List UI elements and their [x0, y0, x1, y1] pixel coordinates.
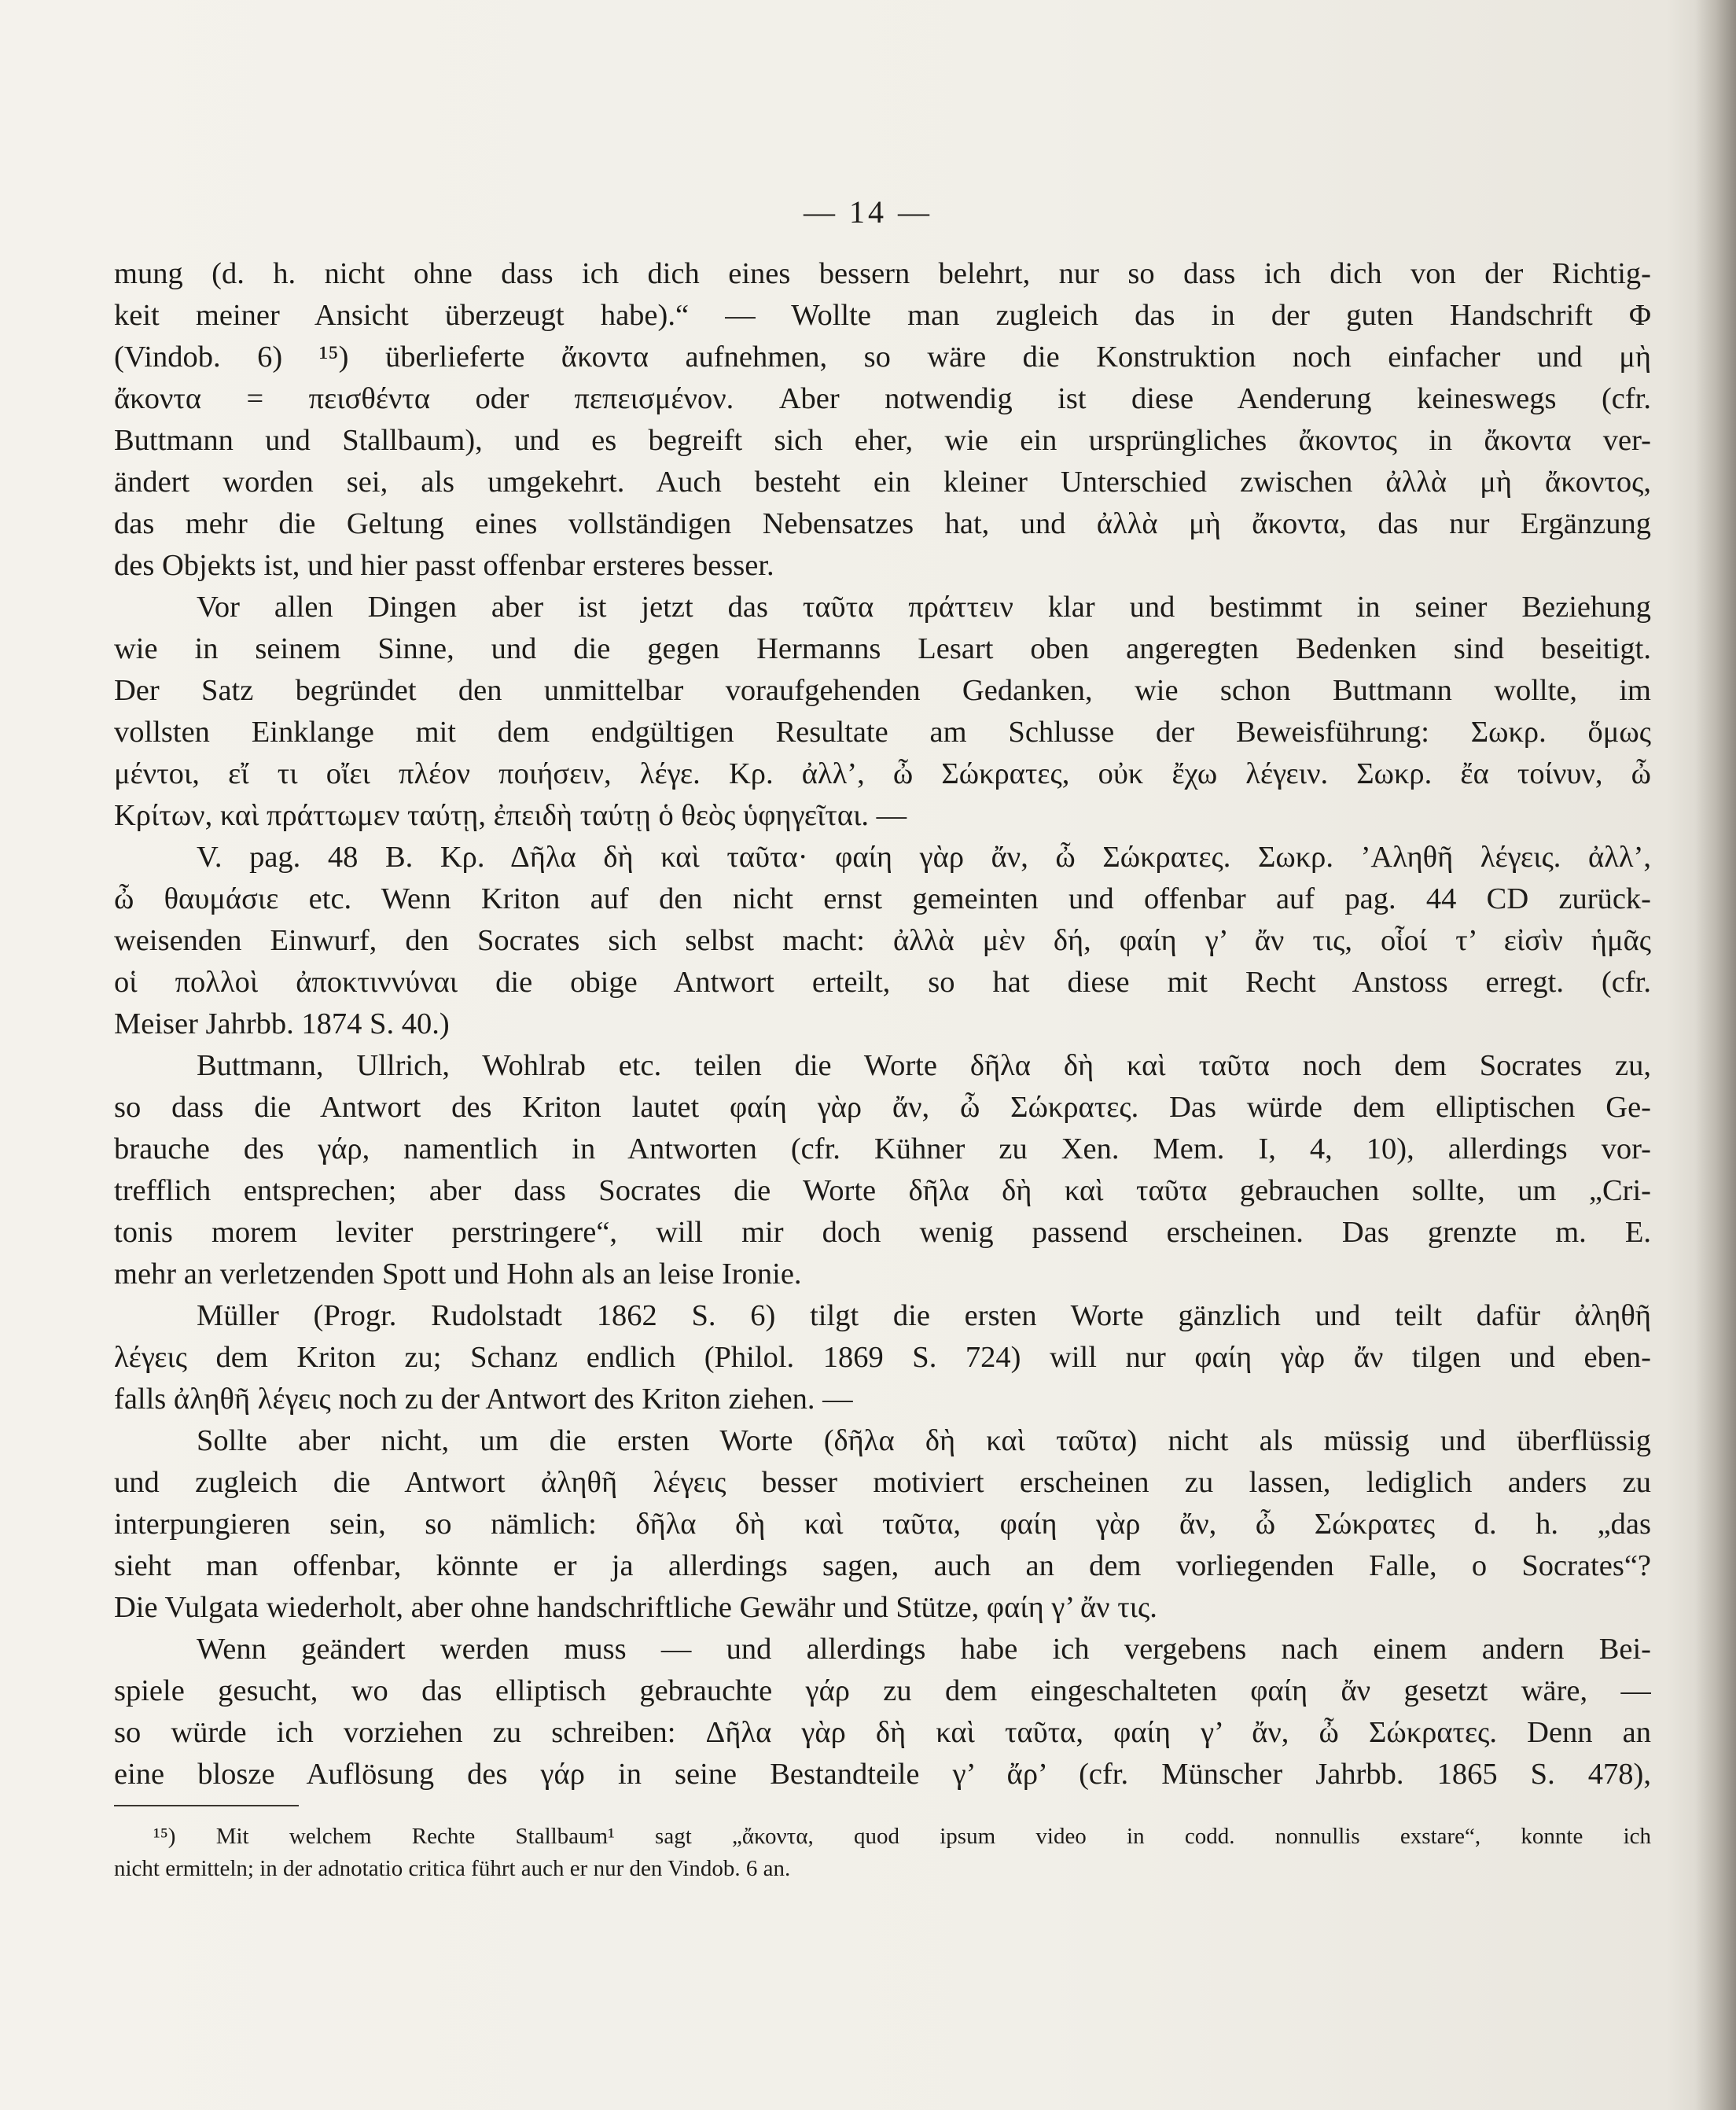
text-line: vollsten Einklange mit dem endgültigen Resultate am Schlusse der Beweisführung: Σωκρ. ὅμως	[114, 716, 1651, 749]
text-line: tonis morem leviter perstringere“, will mir doch wenig passend erscheinen. Das grenzte m. E.	[114, 1216, 1651, 1249]
text-line: Κρίτων, καὶ πράττωμεν ταύτῃ, ἐπειδὴ ταύτῃ ὁ θεὸς ὑφηγεῖται. —	[114, 799, 907, 832]
text-line: Buttmann, Ullrich, Wohlrab etc. teilen die Worte δῆλα δὴ καὶ ταῦτα noch dem Socrates zu,	[197, 1049, 1651, 1082]
text-line: V. pag. 48 B. Κρ. Δῆλα δὴ καὶ ταῦτα· φαίη γὰρ ἄν, ὦ Σώκρατες. Σωκρ. ’Αληθῆ λέγεις. ἀλλ’,	[197, 841, 1651, 874]
text-line: falls ἀληθῆ λέγεις noch zu der Antwort des Kriton ziehen. —	[114, 1383, 853, 1416]
text-line: ändert worden sei, als umgekehrt. Auch besteht ein kleiner Unterschied zwischen ἀλλὰ μὴ ἄκοντος,	[114, 466, 1651, 499]
text-line: ἄκοντα = πεισθέντα oder πεπεισμένον. Aber notwendig ist diese Aenderung keineswegs (cfr.	[114, 382, 1651, 415]
text-line: οἱ πολλοὶ ἀποκτιννύναι die obige Antwort erteilt, so hat diese mit Recht Anstoss erregt. (cfr.	[114, 966, 1651, 999]
text-line: Die Vulgata wiederholt, aber ohne handschriftliche Gewähr und Stütze, φαίη γ’ ἄν τις.	[114, 1591, 1157, 1624]
text-line: das mehr die Geltung eines vollständigen Nebensatzes hat, und ἀλλὰ μὴ ἄκοντα, das nur Ergänzung	[114, 507, 1651, 540]
text-line: und zugleich die Antwort ἀληθῆ λέγεις besser motiviert erscheinen zu lassen, lediglich anders zu	[114, 1466, 1651, 1499]
text-line: mehr an verletzenden Spott und Hohn als an leise Ironie.	[114, 1258, 802, 1291]
text-line: Buttmann und Stallbaum), und es begreift sich eher, wie ein ursprüngliches ἄκοντος in ἄκοντα ver-	[114, 424, 1651, 457]
text-line: λέγεις dem Kriton zu; Schanz endlich (Philol. 1869 S. 724) will nur φαίη γὰρ ἄν tilgen und eben-	[114, 1341, 1651, 1374]
text-line: Meiser Jahrbb. 1874 S. 40.)	[114, 1007, 450, 1040]
text-line: Der Satz begründet den unmittelbar voraufgehenden Gedanken, wie schon Buttmann wollte, im	[114, 674, 1651, 707]
text-line: des Objekts ist, und hier passt offenbar ersteres besser.	[114, 549, 774, 582]
page-number: — 14 —	[804, 194, 932, 230]
footnote-line: nicht ermitteln; in der adnotatio critica führt auch er nur den Vindob. 6 an.	[114, 1856, 791, 1881]
text-line: trefflich entsprechen; aber dass Socrates die Worte δῆλα δὴ καὶ ταῦτα gebrauchen sollte, um „Cri-	[114, 1174, 1651, 1207]
footnote-rule	[114, 1805, 299, 1806]
text-line: mung (d. h. nicht ohne dass ich dich eines bessern belehrt, nur so dass ich dich von der Richtig-	[114, 257, 1651, 290]
text-line: sieht man offenbar, könnte er ja allerdings sagen, auch an dem vorliegenden Falle, o Socrates“?	[114, 1549, 1651, 1582]
text-line: so dass die Antwort des Kriton lautet φαίη γὰρ ἄν, ὦ Σώκρατες. Das würde dem elliptischen Ge-	[114, 1091, 1651, 1124]
footnote-line: ¹⁵) Mit welchem Rechte Stallbaum¹ sagt „ἄκοντα, quod ipsum video in codd. nonnullis exstare“, konnte ich	[153, 1824, 1651, 1849]
text-line: Vor allen Dingen aber ist jetzt das ταῦτα πράττειν klar und bestimmt in seiner Beziehung	[197, 591, 1651, 624]
text-line: Wenn geändert werden muss — und allerdings habe ich vergebens nach einem andern Bei-	[197, 1633, 1651, 1666]
text-line: keit meiner Ansicht überzeugt habe).“ — Wollte man zugleich das in der guten Handschrift Φ	[114, 299, 1651, 332]
text-line: so würde ich vorziehen zu schreiben: Δῆλα γὰρ δὴ καὶ ταῦτα, φαίη γ’ ἄν, ὦ Σώκρατες. Denn an	[114, 1716, 1651, 1749]
text-line: brauche des γάρ, namentlich in Antworten (cfr. Kühner zu Xen. Mem. I, 4, 10), allerdings vor-	[114, 1132, 1651, 1165]
text-line: Sollte aber nicht, um die ersten Worte (δῆλα δὴ καὶ ταῦτα) nicht als müssig und überflüssig	[197, 1424, 1651, 1457]
text-line: wie in seinem Sinne, und die gegen Hermanns Lesart oben angeregten Bedenken sind beseitigt.	[114, 632, 1651, 665]
text-line: μέντοι, εἴ τι οἴει πλέον ποιήσειν, λέγε. Κρ. ἀλλ’, ὦ Σώκρατες, οὐκ ἔχω λέγειν. Σωκρ. ἔα τοίνυν, ὦ	[114, 757, 1651, 790]
footnote	[114, 1821, 1651, 1885]
text-line: spiele gesucht, wo das elliptisch gebrauchte γάρ zu dem eingeschalteten φαίη ἄν gesetzt wäre, —	[114, 1674, 1651, 1707]
body-text	[114, 253, 1651, 1795]
text-line: Müller (Progr. Rudolstadt 1862 S. 6) tilgt die ersten Worte gänzlich und teilt dafür ἀληθῆ	[197, 1299, 1651, 1332]
text-line: eine blosze Auflösung des γάρ in seine Bestandteile γ’ ἄρ’ (cfr. Münscher Jahrbb. 1865 S. 478),	[114, 1758, 1651, 1791]
text-line: weisenden Einwurf, den Socrates sich selbst macht: ἀλλὰ μὲν δή, φαίη γ’ ἄν τις, οἷοί τ’ εἰσὶν ἡμᾶς	[114, 924, 1651, 957]
text-line: interpungieren sein, so nämlich: δῆλα δὴ καὶ ταῦτα, φαίη γὰρ ἄν, ὦ Σώκρατες d. h. „das	[114, 1508, 1651, 1541]
page-gutter-shadow	[1695, 0, 1736, 2110]
text-line: ὦ θαυμάσιε etc. Wenn Kriton auf den nicht ernst gemeinten und offenbar auf pag. 44 CD zurück-	[114, 882, 1651, 915]
text-line: (Vindob. 6) ¹⁵) überlieferte ἄκοντα aufnehmen, so wäre die Konstruktion noch einfacher und μὴ	[114, 341, 1651, 374]
